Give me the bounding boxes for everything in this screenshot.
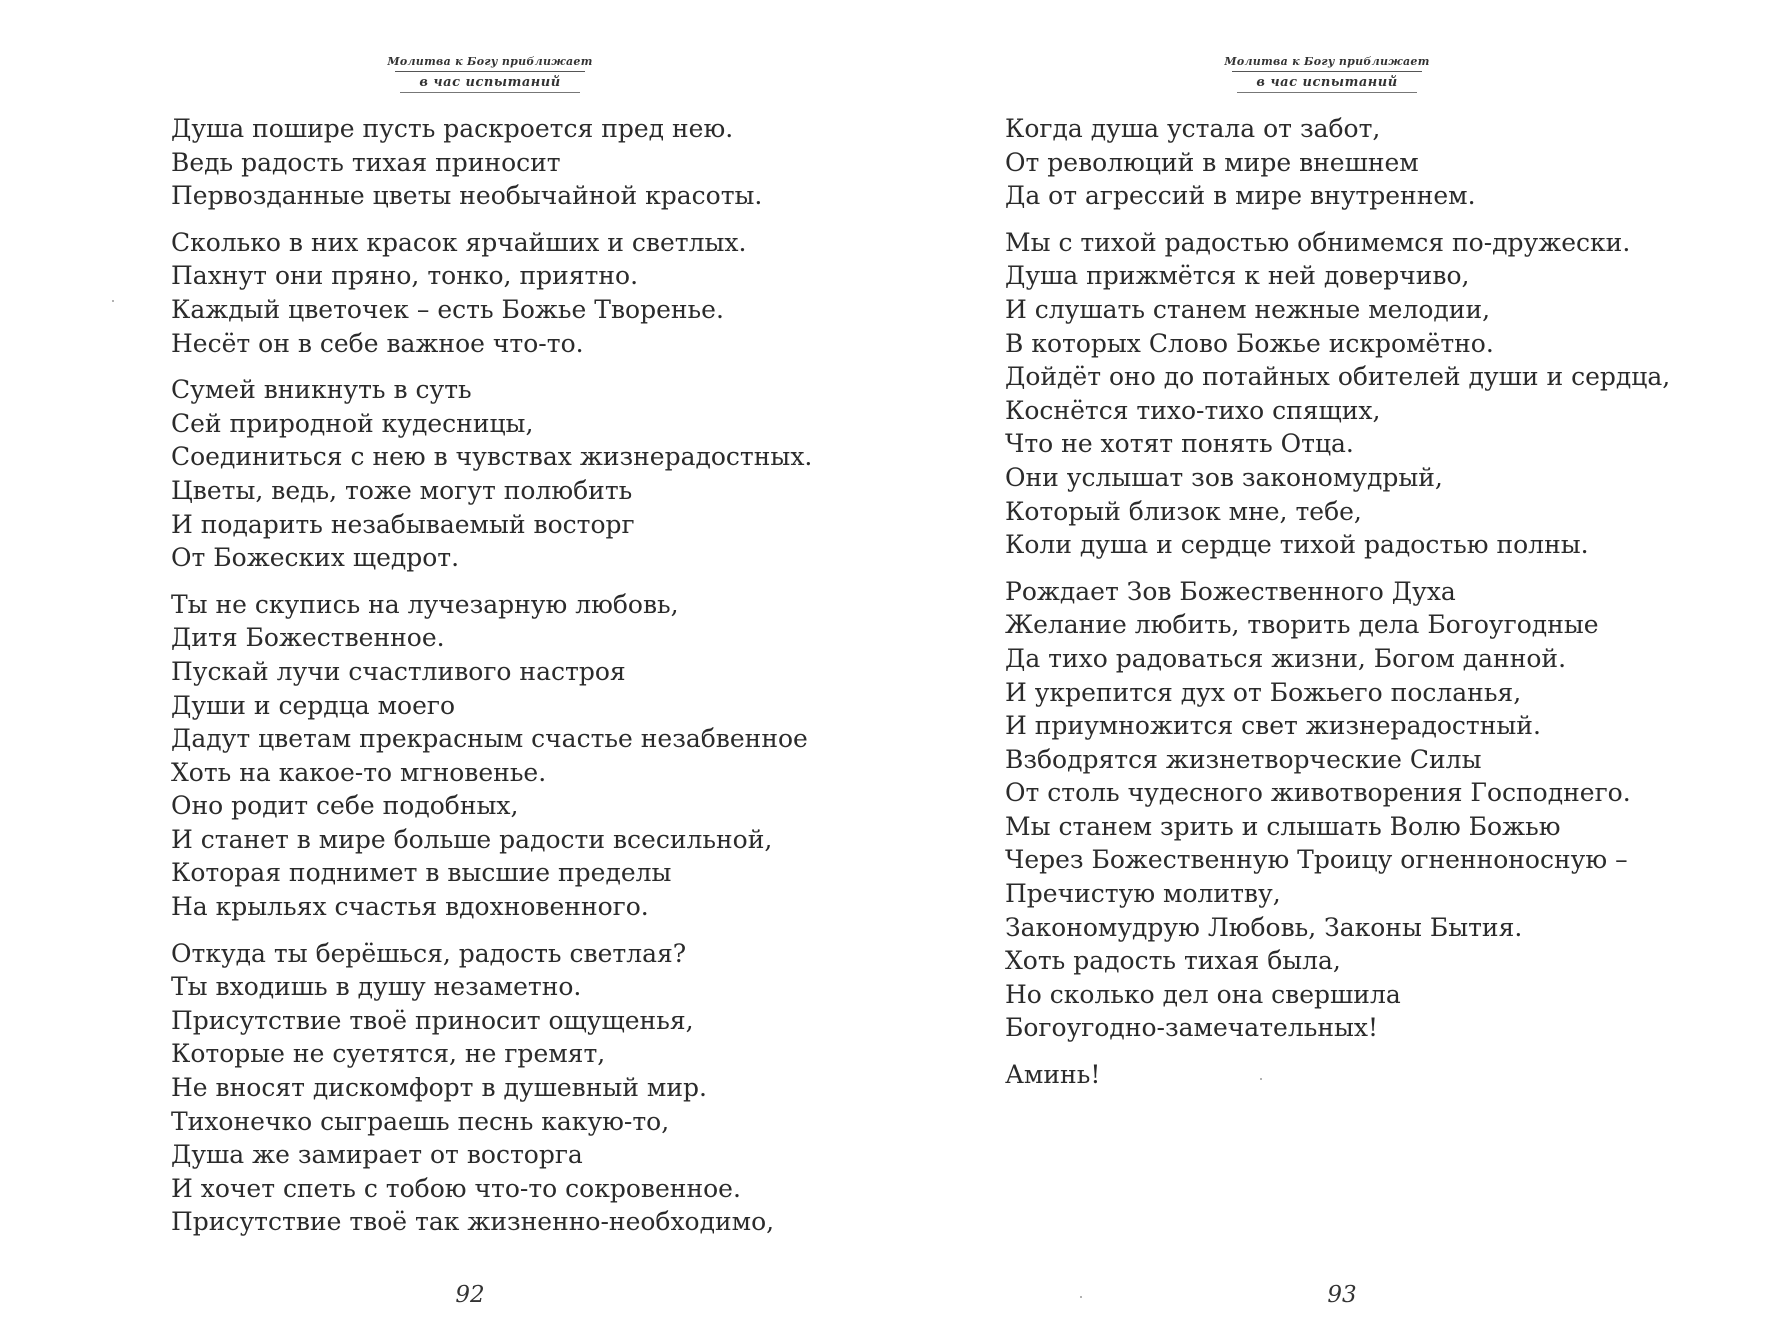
- poem-line: Коснётся тихо-тихо спящих,: [1005, 395, 1381, 425]
- running-head-rule: [395, 71, 585, 72]
- poem-line: Каждый цветочек – есть Божье Творенье.: [171, 294, 724, 324]
- stanza: [171, 112, 851, 213]
- poem-line: На крыльях счастья вдохновенного.: [171, 892, 649, 922]
- running-head-underline: [1237, 92, 1417, 93]
- poem-line: Пускай лучи счастливого настроя: [171, 656, 626, 686]
- poem-line: Присутствие твоё приносит ощущенья,: [171, 1005, 694, 1035]
- poem-line: Присутствие твоё так жизненно-необходимо,: [171, 1207, 775, 1237]
- poem-line: Оно родит себе подобных,: [171, 791, 519, 821]
- poem-line: От революций в мире внешнем: [1005, 147, 1419, 177]
- poem-line: Мы станем зрить и слышать Волю Божью: [1005, 811, 1561, 841]
- poem-line: Ты входишь в душу незаметно.: [171, 972, 582, 1002]
- stanza: [1005, 1058, 1745, 1092]
- running-head-subtitle: в час испытаний: [1256, 75, 1398, 90]
- poem-line: Что не хотят понять Отца.: [1005, 429, 1354, 459]
- poem-line: И подарить незабываемый восторг: [171, 509, 635, 539]
- poem-line-amen: Аминь!: [1005, 1060, 1101, 1090]
- poem-line: Первозданные цветы необычайной красоты.: [171, 181, 763, 211]
- poem-line: Души и сердца моего: [171, 690, 456, 720]
- poem-line: Хоть на какое-то мгновенье.: [171, 757, 547, 787]
- poem-line: От Божеских щедрот.: [171, 543, 460, 573]
- running-head-underline: [400, 92, 580, 93]
- poem-line: В которых Слово Божье искромётно.: [1005, 328, 1494, 358]
- poem-line: И укрепится дух от Божьего посланья,: [1005, 677, 1522, 707]
- poem-line: И приумножится свет жизнерадостный.: [1005, 711, 1541, 741]
- poem-line: Пречистую молитву,: [1005, 879, 1281, 909]
- poem-line: Душа прижмётся к ней доверчиво,: [1005, 261, 1470, 291]
- poem-line: Они услышат зов закономудрый,: [1005, 462, 1443, 492]
- poem-line: И станет в мире больше радости всесильной,: [171, 824, 773, 854]
- paper-speck: [1260, 1078, 1262, 1080]
- stanza: [171, 373, 851, 575]
- stanza: [171, 937, 851, 1239]
- poem-line: Сумей вникнуть в суть: [171, 375, 472, 405]
- right-page: [888, 0, 1776, 1339]
- poem-line: Хоть радость тихая была,: [1005, 946, 1341, 976]
- poem-line: Но сколько дел она свершила: [1005, 979, 1401, 1009]
- poem-line: И слушать станем нежные мелодии,: [1005, 294, 1491, 324]
- poem-line: Которые не суетятся, не гремят,: [171, 1039, 606, 1069]
- poem-line: Рождает Зов Божественного Духа: [1005, 576, 1456, 606]
- poem-line: Коли душа и сердце тихой радостью полны.: [1005, 530, 1589, 560]
- running-head-title: Молитва к Богу приближает: [1224, 55, 1430, 68]
- poem-line: Которая поднимет в высшие пределы: [171, 858, 672, 888]
- poem-line: Ведь радость тихая приносит: [171, 147, 561, 177]
- poem-line: Когда душа устала от забот,: [1005, 114, 1381, 143]
- poem-body: [171, 112, 851, 1252]
- poem-line: Цветы, ведь, тоже могут полюбить: [171, 475, 633, 505]
- page-number: 93: [1327, 1282, 1357, 1308]
- poem-line: Душа пошире пусть раскроется пред нею.: [171, 114, 734, 143]
- paper-speck: [1080, 1296, 1082, 1298]
- poem-line: Дадут цветам прекрасным счастье незабвенное: [171, 724, 808, 754]
- poem-line: Богоугодно-замечательных!: [1005, 1013, 1379, 1043]
- running-head: [380, 55, 600, 93]
- poem-line: Сколько в них красок ярчайших и светлых.: [171, 227, 747, 257]
- stanza: [171, 226, 851, 360]
- stanza: [1005, 226, 1745, 562]
- poem-line: Дойдёт оно до потайных обителей души и сердца,: [1005, 362, 1671, 392]
- poem-line: Через Божественную Троицу огненноносную –: [1005, 845, 1628, 875]
- paper-speck: [112, 300, 114, 302]
- running-head-title: Молитва к Богу приближает: [387, 55, 593, 68]
- running-head-subtitle: в час испытаний: [419, 75, 561, 90]
- poem-line: Несёт он в себе важное что-то.: [171, 328, 584, 358]
- poem-line: Сей природной кудесницы,: [171, 408, 534, 438]
- poem-body: [1005, 112, 1745, 1105]
- poem-line: Да тихо радоваться жизни, Богом данной.: [1005, 643, 1567, 673]
- poem-line: Желание любить, творить дела Богоугодные: [1005, 610, 1599, 640]
- page-number: 92: [455, 1282, 485, 1308]
- stanza: [171, 588, 851, 924]
- running-head: [1217, 55, 1437, 93]
- poem-line: Душа же замирает от восторга: [171, 1140, 583, 1170]
- poem-line: Мы с тихой радостью обнимемся по-дружески.: [1005, 227, 1631, 257]
- poem-line: Закономудрую Любовь, Законы Бытия.: [1005, 912, 1523, 942]
- stanza: [1005, 112, 1745, 213]
- running-head-rule: [1232, 71, 1422, 72]
- poem-line: Взбодрятся жизнетворческие Силы: [1005, 744, 1482, 774]
- stanza: [1005, 575, 1745, 1045]
- poem-line: Который близок мне, тебе,: [1005, 496, 1362, 526]
- poem-line: Дитя Божественное.: [171, 623, 445, 653]
- poem-line: Соединиться с нею в чувствах жизнерадостных.: [171, 442, 813, 472]
- poem-line: И хочет спеть с тобою что-то сокровенное.: [171, 1173, 741, 1203]
- poem-line: Да от агрессий в мире внутреннем.: [1005, 181, 1476, 211]
- poem-line: Пахнут они пряно, тонко, приятно.: [171, 261, 639, 291]
- poem-line: Тихонечко сыграешь песнь какую-то,: [171, 1106, 670, 1136]
- poem-line: От столь чудесного животворения Господнего.: [1005, 778, 1631, 808]
- poem-line: Ты не скупись на лучезарную любовь,: [171, 589, 679, 619]
- poem-line: Не вносят дискомфорт в душевный мир.: [171, 1073, 707, 1103]
- poem-line: Откуда ты берёшься, радость светлая?: [171, 938, 687, 968]
